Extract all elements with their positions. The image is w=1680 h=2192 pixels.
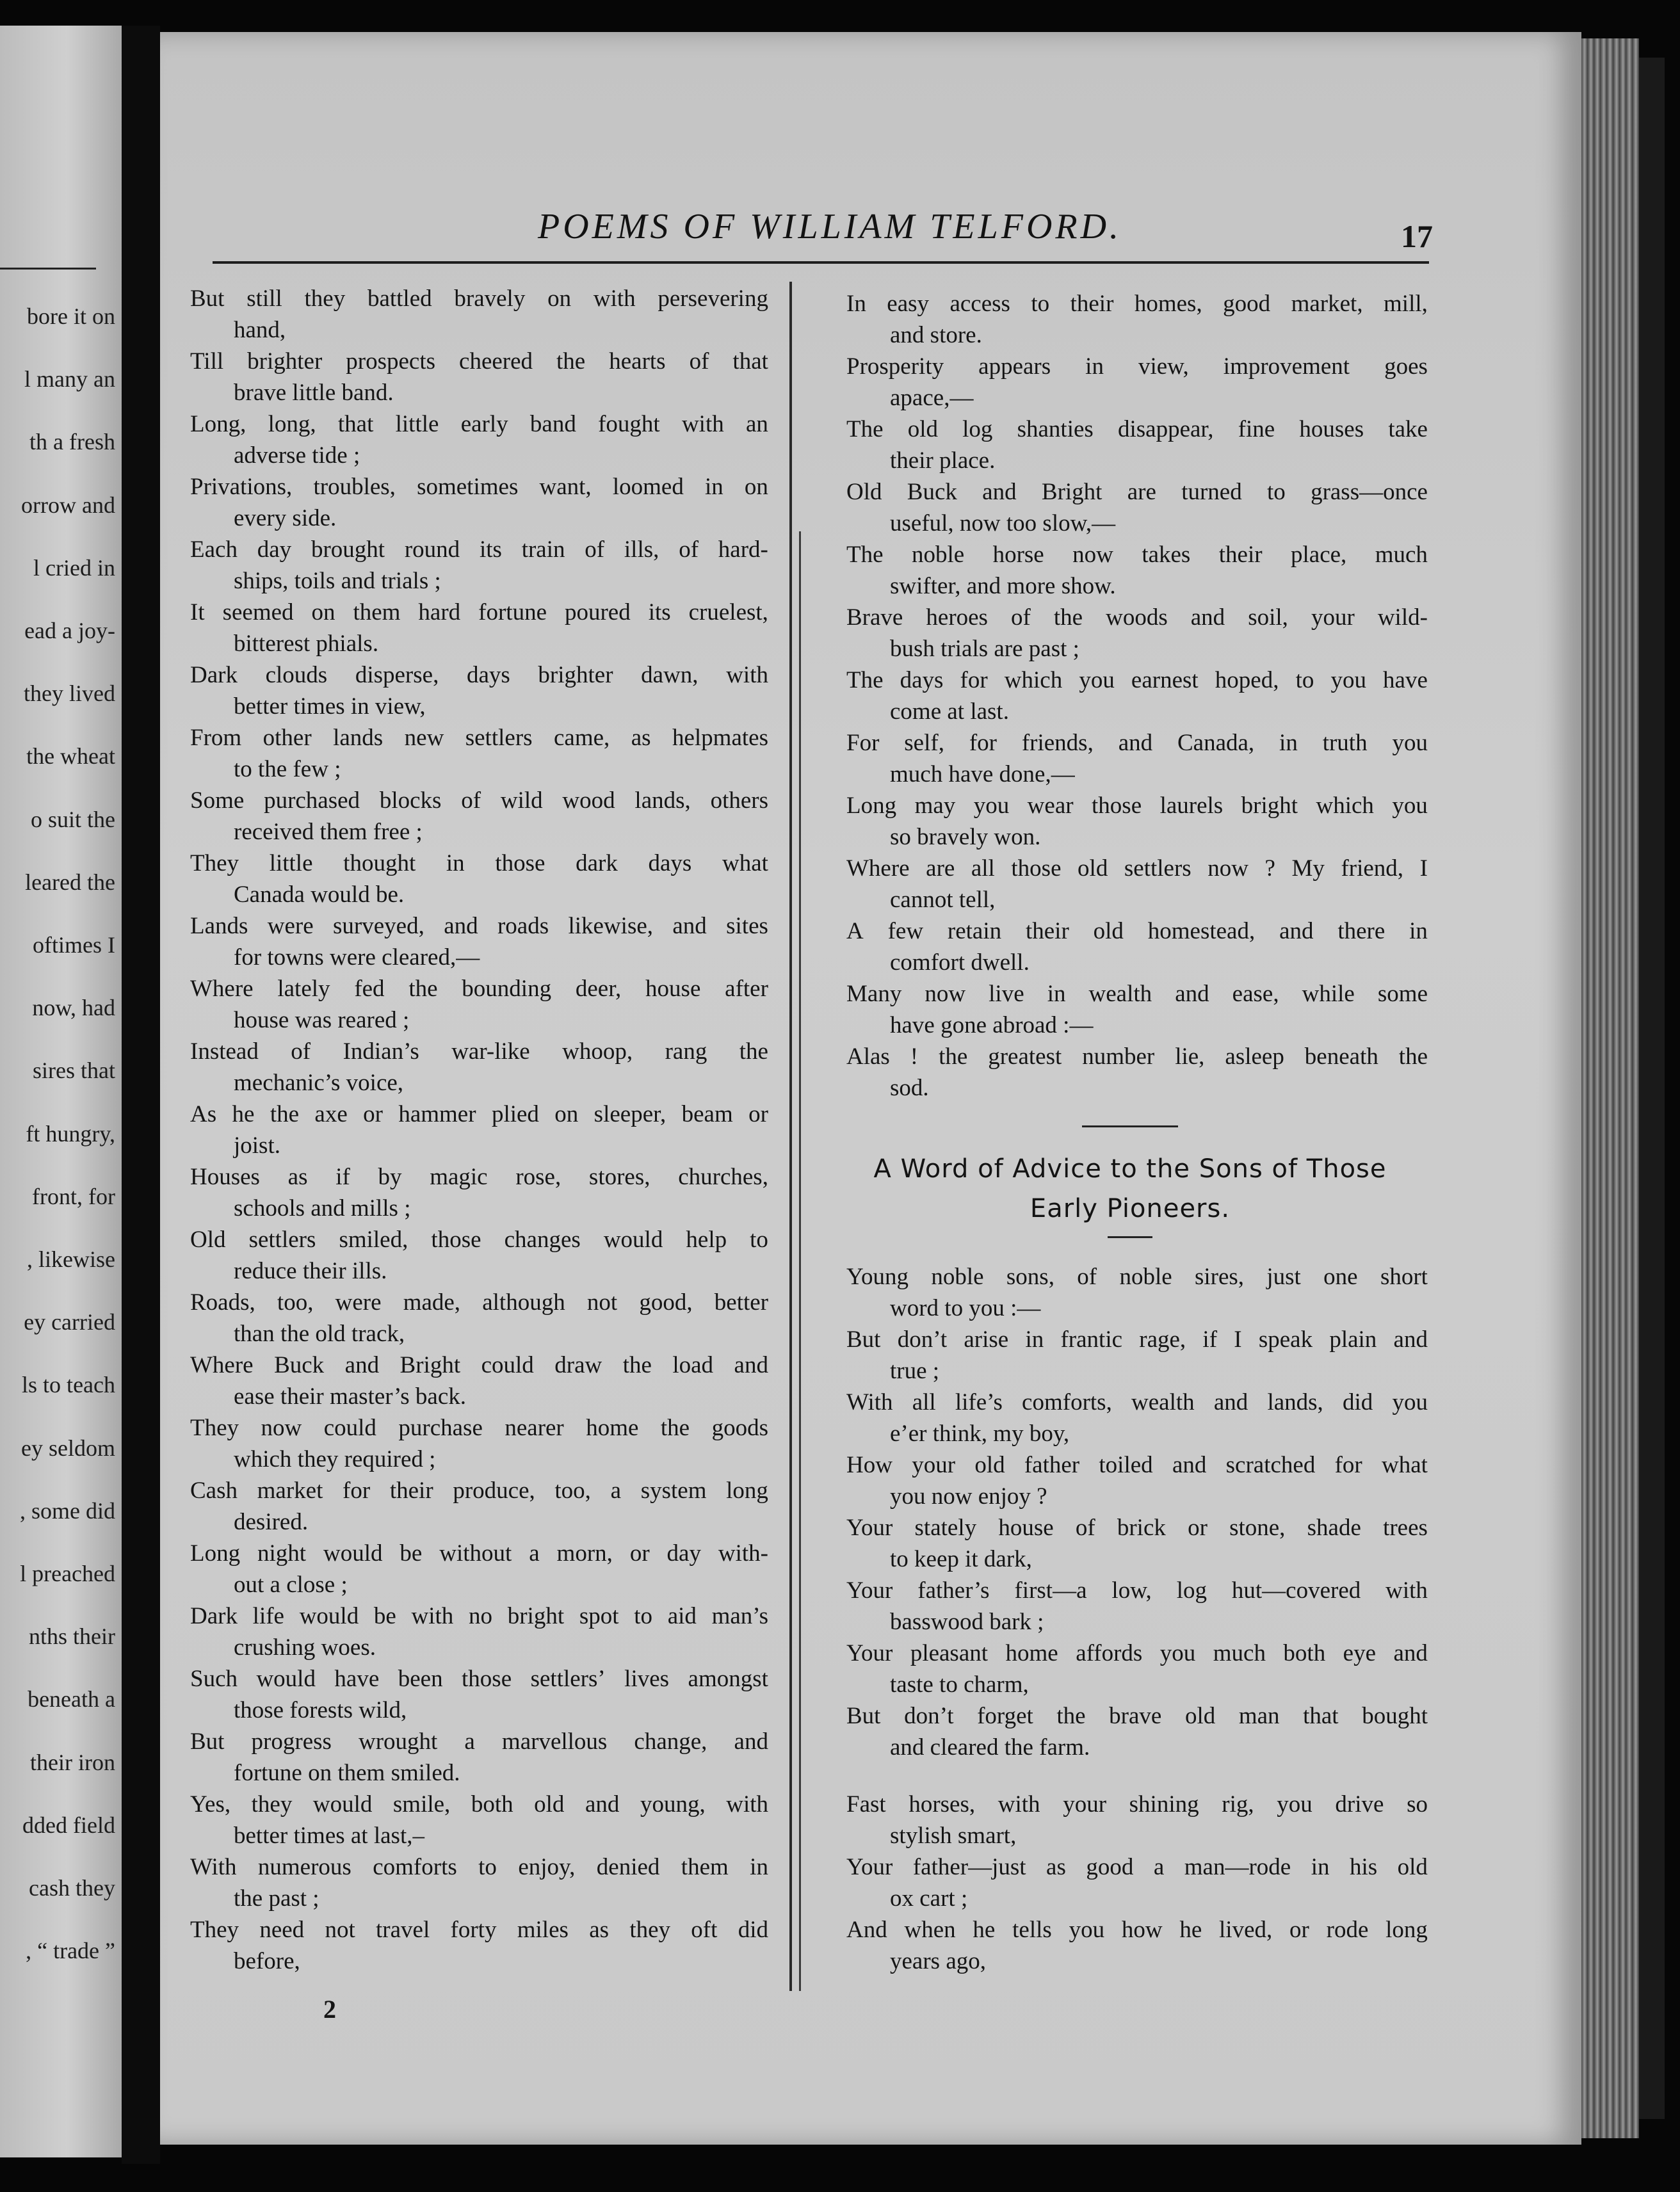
verse-line-continuation: the past ; bbox=[234, 1885, 319, 1912]
right-column bbox=[832, 288, 1428, 1977]
verse-line: Yes, they would smile, both old and young, with bbox=[190, 1791, 768, 1817]
verse-line-continuation: joist. bbox=[234, 1132, 280, 1159]
verse-line: They little thought in those dark days what bbox=[190, 850, 768, 876]
previous-page-line: , some did bbox=[20, 1497, 115, 1524]
verse-line-continuation: which they required ; bbox=[234, 1446, 436, 1472]
verse-line-continuation: true ; bbox=[890, 1358, 940, 1384]
previous-page-line: l cried in bbox=[33, 554, 115, 581]
verse-line-continuation: to the few ; bbox=[234, 756, 341, 782]
verse-line-continuation: mechanic’s voice, bbox=[234, 1070, 404, 1096]
previous-page-text bbox=[20, 285, 115, 1982]
verse-line: Where lately fed the bounding deer, house after bbox=[190, 976, 768, 1002]
section-divider bbox=[1082, 1125, 1178, 1127]
previous-page-line: now, had bbox=[32, 995, 115, 1021]
verse-line-continuation: so bravely won. bbox=[890, 824, 1041, 850]
verse-line-continuation: ox cart ; bbox=[890, 1885, 968, 1912]
previous-page-line: they lived bbox=[24, 681, 115, 707]
verse-line-continuation: schools and mills ; bbox=[234, 1195, 411, 1221]
verse-line-continuation: swifter, and more show. bbox=[890, 573, 1116, 599]
column-rule bbox=[789, 282, 792, 1991]
previous-page-line: the wheat bbox=[26, 743, 115, 770]
advice-stanza-2 bbox=[832, 1789, 1428, 1977]
verse-line: But don’t arise in frantic rage, if I speak plain and bbox=[846, 1326, 1428, 1353]
verse-line-continuation: hand, bbox=[234, 317, 286, 343]
verse-line: The noble horse now takes their place, much bbox=[846, 542, 1428, 568]
verse-line: Old Buck and Bright are turned to grass—once bbox=[846, 479, 1428, 505]
verse-line-continuation: bitterest phials. bbox=[234, 631, 379, 657]
previous-page-line: l preached bbox=[20, 1561, 115, 1587]
verse-line-continuation: for towns were cleared,— bbox=[234, 944, 480, 971]
verse-line-continuation: much have done,— bbox=[890, 761, 1075, 787]
running-head: POEMS OF WILLIAM TELFORD. bbox=[538, 207, 1122, 246]
previous-page-line: nths their bbox=[29, 1624, 115, 1650]
verse-line: With numerous comforts to enjoy, denied them in bbox=[190, 1854, 768, 1880]
verse-line-continuation: than the old track, bbox=[234, 1321, 405, 1347]
previous-page-line: th a fresh bbox=[29, 429, 115, 455]
verse-line: Your stately house of brick or stone, shade trees bbox=[846, 1515, 1428, 1541]
verse-line: Old settlers smiled, those changes would help to bbox=[190, 1227, 768, 1253]
verse-line: Roads, too, were made, although not good, better bbox=[190, 1289, 768, 1316]
verse-line-continuation: comfort dwell. bbox=[890, 949, 1030, 976]
verse-line-continuation: fortune on them smiled. bbox=[234, 1760, 460, 1786]
verse-line: Alas ! the greatest number lie, asleep beneath the bbox=[846, 1044, 1428, 1070]
previous-page-line: dded field bbox=[22, 1812, 115, 1838]
verse-line: Your father’s first—a low, log hut—covered with bbox=[846, 1577, 1428, 1604]
verse-line: They need not travel forty miles as they oft did bbox=[190, 1917, 768, 1943]
column-rule-secondary bbox=[799, 531, 801, 1991]
verse-line-continuation: and cleared the farm. bbox=[890, 1734, 1090, 1761]
previous-page-line: o suit the bbox=[31, 806, 115, 832]
previous-page-line: ey seldom bbox=[21, 1435, 115, 1461]
verse-line-continuation: house was reared ; bbox=[234, 1007, 410, 1033]
verse-line-continuation: and store. bbox=[890, 322, 982, 348]
verse-line: Cash market for their produce, too, a system long bbox=[190, 1478, 768, 1504]
verse-line-continuation: better times in view, bbox=[234, 693, 426, 720]
previous-page-line: ead a joy- bbox=[24, 618, 115, 644]
section-title-line-2: Early Pioneers. bbox=[1030, 1194, 1231, 1223]
verse-line: Brave heroes of the woods and soil, your wild- bbox=[846, 604, 1428, 631]
verse-line: Long, long, that little early band fought with an bbox=[190, 411, 768, 437]
verse-line-continuation: taste to charm, bbox=[890, 1672, 1029, 1698]
section-title-line-1: A Word of Advice to the Sons of Those bbox=[873, 1154, 1387, 1184]
previous-page-line: l many an bbox=[24, 366, 115, 392]
right-column-poem-end bbox=[832, 288, 1428, 1104]
verse-line-continuation: out a close ; bbox=[234, 1572, 348, 1598]
previous-page-line: their iron bbox=[30, 1749, 115, 1775]
verse-line: How your old father toiled and scratched for what bbox=[846, 1452, 1428, 1478]
verse-line: Long night would be without a morn, or day with- bbox=[190, 1540, 768, 1567]
verse-line-continuation: apace,— bbox=[890, 385, 974, 411]
verse-line-continuation: Canada would be. bbox=[234, 882, 405, 908]
title-divider bbox=[1108, 1236, 1152, 1238]
previous-page-line: leared the bbox=[25, 869, 115, 895]
verse-line: It seemed on them hard fortune poured its cruelest, bbox=[190, 599, 768, 625]
verse-line: With all life’s comforts, wealth and lands, did you bbox=[846, 1389, 1428, 1415]
previous-page-rule bbox=[0, 268, 96, 270]
verse-line: Instead of Indian’s war-like whoop, rang the bbox=[190, 1038, 768, 1065]
verse-line-continuation: cannot tell, bbox=[890, 887, 996, 913]
verse-line-continuation: adverse tide ; bbox=[234, 442, 360, 469]
left-column-poem bbox=[176, 283, 768, 1977]
verse-line: Till brighter prospects cheered the hearts of that bbox=[190, 348, 768, 375]
verse-line-continuation: their place. bbox=[890, 447, 996, 474]
book-gutter bbox=[122, 26, 160, 2164]
verse-line-continuation: desired. bbox=[234, 1509, 309, 1535]
previous-page-fragment bbox=[0, 26, 122, 2157]
verse-line-continuation: e’er think, my boy, bbox=[890, 1421, 1070, 1447]
previous-page-line: ey carried bbox=[24, 1309, 115, 1335]
verse-line-continuation: ease their master’s back. bbox=[234, 1383, 466, 1410]
verse-line-continuation: before, bbox=[234, 1948, 300, 1974]
verse-line: In easy access to their homes, good market, mill, bbox=[846, 291, 1428, 317]
signature-mark: 2 bbox=[323, 1995, 336, 2024]
verse-line-continuation: brave little band. bbox=[234, 380, 394, 406]
verse-line-continuation: sod. bbox=[890, 1075, 929, 1101]
verse-line: Dark clouds disperse, days brighter dawn, with bbox=[190, 662, 768, 688]
verse-line: But progress wrought a marvellous change, and bbox=[190, 1729, 768, 1755]
verse-line: Privations, troubles, sometimes want, loomed in on bbox=[190, 474, 768, 500]
verse-line: The days for which you earnest hoped, to you have bbox=[846, 667, 1428, 693]
verse-line: Lands were surveyed, and roads likewise, and sites bbox=[190, 913, 768, 939]
previous-page-line: , “ trade ” bbox=[26, 1938, 115, 1964]
previous-page-line: sires that bbox=[33, 1058, 115, 1084]
verse-line-continuation: every side. bbox=[234, 505, 337, 531]
advice-stanza-1 bbox=[832, 1261, 1428, 1763]
previous-page-line: , likewise bbox=[27, 1246, 115, 1273]
verse-line: Long may you wear those laurels bright which you bbox=[846, 793, 1428, 819]
verse-line: Some purchased blocks of wild wood lands, others bbox=[190, 787, 768, 814]
verse-line: Houses as if by magic rose, stores, churches, bbox=[190, 1164, 768, 1190]
verse-line-continuation: reduce their ills. bbox=[234, 1258, 387, 1284]
verse-line: Prosperity appears in view, improvement goes bbox=[846, 353, 1428, 380]
page-edges-shadow bbox=[1639, 58, 1665, 2119]
previous-page-line: ft hungry, bbox=[26, 1120, 115, 1147]
verse-line: Where are all those old settlers now ? My friend, I bbox=[846, 855, 1428, 882]
verse-line: Such would have been those settlers’ lives amongst bbox=[190, 1666, 768, 1692]
verse-line: Fast horses, with your shining rig, you drive so bbox=[846, 1791, 1428, 1817]
verse-line-continuation: useful, now too slow,— bbox=[890, 510, 1116, 536]
page-edges bbox=[1581, 38, 1639, 2138]
verse-line: But still they battled bravely on with persevering bbox=[190, 286, 768, 312]
verse-line-continuation: come at last. bbox=[890, 698, 1009, 725]
verse-line: But don’t forget the brave old man that bought bbox=[846, 1703, 1428, 1729]
verse-line: The old log shanties disappear, fine houses take bbox=[846, 416, 1428, 442]
verse-line: And when he tells you how he lived, or rode long bbox=[846, 1917, 1428, 1943]
verse-line: Each day brought round its train of ills, of hard- bbox=[190, 536, 768, 563]
header-rule bbox=[213, 261, 1429, 264]
verse-line-continuation: to keep it dark, bbox=[890, 1546, 1032, 1572]
previous-page-line: beneath a bbox=[28, 1686, 115, 1712]
verse-line-continuation: received them free ; bbox=[234, 819, 423, 845]
verse-line-continuation: ships, toils and trials ; bbox=[234, 568, 441, 594]
verse-line: Your father—just as good a man—rode in his old bbox=[846, 1854, 1428, 1880]
verse-line: For self, for friends, and Canada, in truth you bbox=[846, 730, 1428, 756]
verse-line: Dark life would be with no bright spot to aid man’s bbox=[190, 1603, 768, 1629]
verse-line: Your pleasant home affords you much both eye and bbox=[846, 1640, 1428, 1666]
previous-page-line: orrow and bbox=[21, 492, 115, 518]
verse-line-continuation: those forests wild, bbox=[234, 1697, 407, 1723]
verse-line-continuation: have gone abroad :— bbox=[890, 1012, 1094, 1038]
verse-line: Where Buck and Bright could draw the load and bbox=[190, 1352, 768, 1378]
previous-page-line: ls to teach bbox=[22, 1372, 115, 1398]
verse-line-continuation: basswood bark ; bbox=[890, 1609, 1044, 1635]
verse-line: From other lands new settlers came, as helpmates bbox=[190, 725, 768, 751]
verse-line-continuation: stylish smart, bbox=[890, 1823, 1017, 1849]
verse-line-continuation: crushing woes. bbox=[234, 1634, 376, 1661]
verse-line-continuation: word to you :— bbox=[890, 1295, 1041, 1321]
previous-page-line: bore it on bbox=[27, 303, 115, 329]
verse-line: A few retain their old homestead, and there in bbox=[846, 918, 1428, 944]
previous-page-line: oftimes I bbox=[33, 932, 115, 958]
page-number: 17 bbox=[1401, 218, 1433, 254]
previous-page-line: front, for bbox=[32, 1183, 115, 1209]
verse-line: Young noble sons, of noble sires, just one short bbox=[846, 1264, 1428, 1290]
verse-line: Many now live in wealth and ease, while some bbox=[846, 981, 1428, 1007]
verse-line-continuation: you now enjoy ? bbox=[890, 1483, 1047, 1510]
verse-line-continuation: bush trials are past ; bbox=[890, 636, 1079, 662]
verse-line: As he the axe or hammer plied on sleeper, beam or bbox=[190, 1101, 768, 1127]
verse-line: They now could purchase nearer home the goods bbox=[190, 1415, 768, 1441]
verse-line-continuation: better times at last,– bbox=[234, 1823, 424, 1849]
stanza-gap bbox=[832, 1763, 1428, 1789]
previous-page-line: cash they bbox=[29, 1875, 115, 1901]
verse-line-continuation: years ago, bbox=[890, 1948, 986, 1974]
